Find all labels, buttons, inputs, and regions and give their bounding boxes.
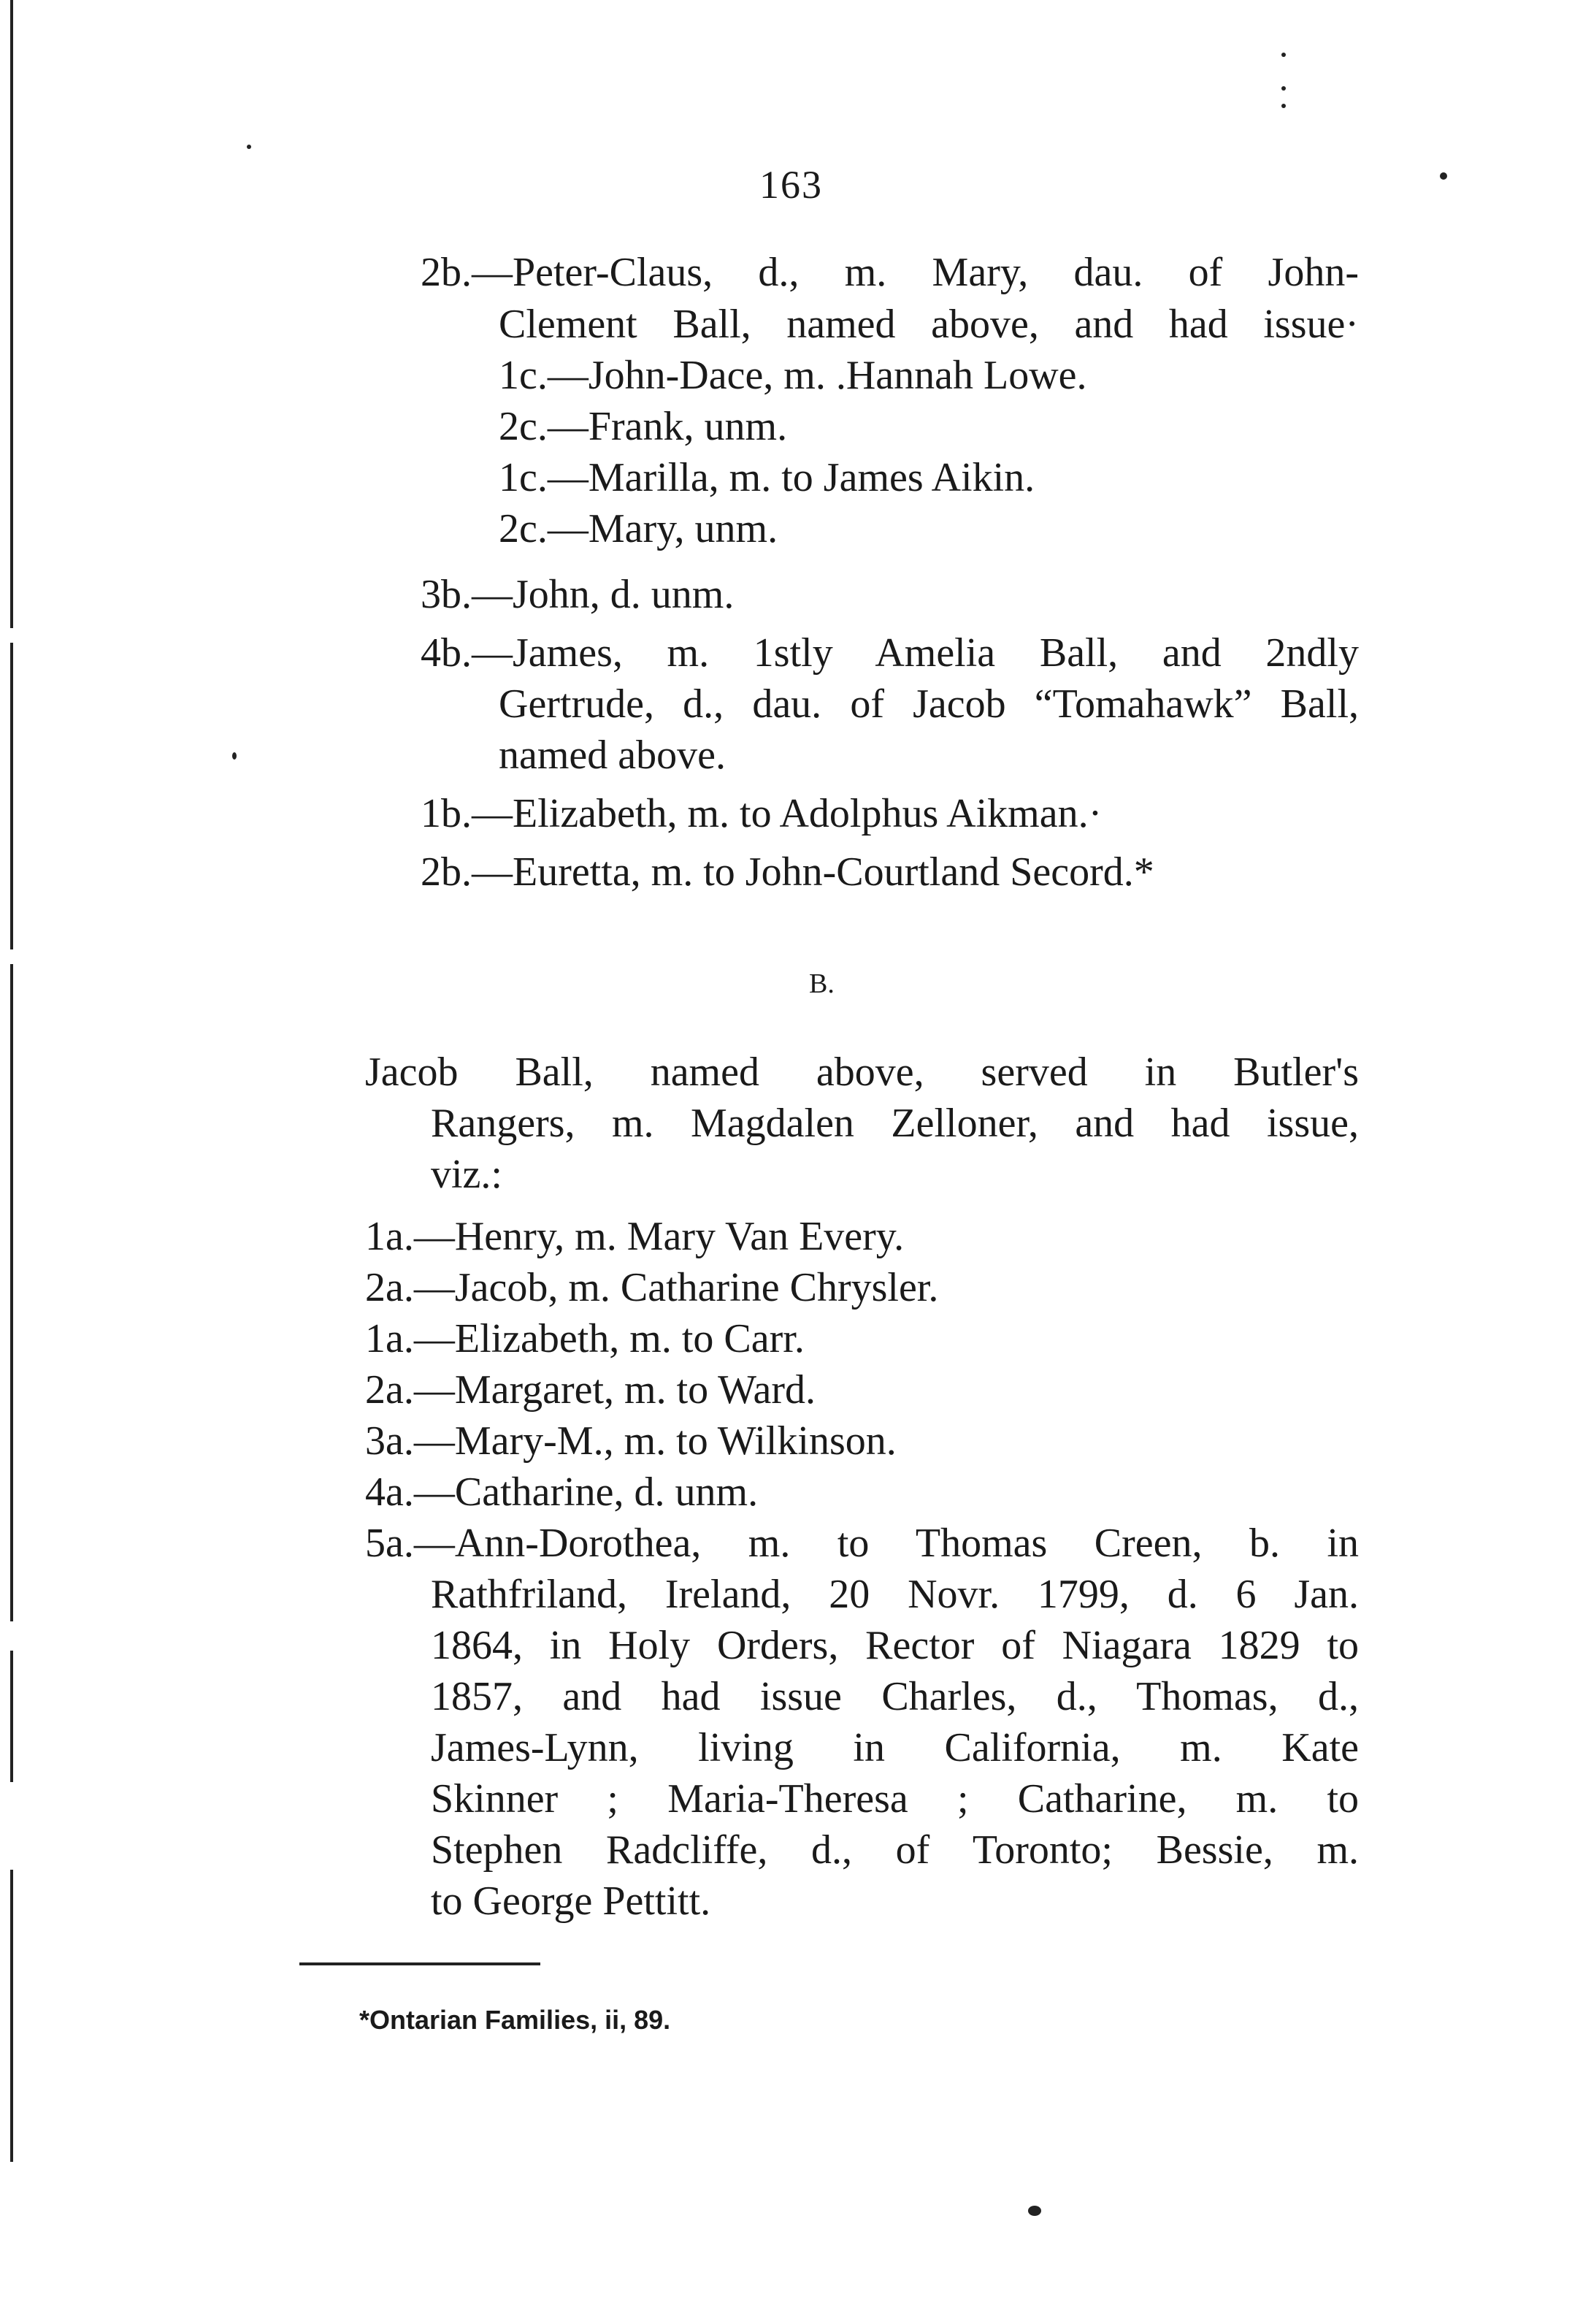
scan-speck <box>1281 86 1286 91</box>
text-line: 2c.—Frank, unm. <box>499 404 788 449</box>
text-line: 1857, and had issue Charles, d., Thomas, d., <box>431 1674 1359 1719</box>
text-line: Rangers, m. Magdalen Zelloner, and had issue, <box>431 1101 1359 1146</box>
text-line: Gertrude, d., dau. of Jacob “Tomahawk” Ball, <box>499 681 1359 727</box>
text-line: 1a.—Henry, m. Mary Van Every. <box>365 1214 905 1259</box>
text-line: 1864, in Holy Orders, Rector of Niagara 1829 to <box>431 1623 1359 1668</box>
text-line: 3b.—John, d. unm. <box>421 572 735 617</box>
binding-edge-line-1 <box>10 0 13 628</box>
scan-speck <box>1281 104 1286 108</box>
text-line: 2b.—Peter-Claus, d., m. Mary, dau. of John- <box>421 250 1359 295</box>
binding-edge-line-2 <box>10 643 13 949</box>
footnote: *Ontarian Families, ii, 89. <box>359 2005 671 2035</box>
binding-edge-line-3 <box>10 964 13 1621</box>
text-line: 5a.—Ann-Dorothea, m. to Thomas Creen, b. in <box>365 1521 1359 1566</box>
section-letter: B. <box>809 968 835 999</box>
text-line: 3a.—Mary-M., m. to Wilkinson. <box>365 1418 897 1464</box>
text-line: Skinner ; Maria-Theresa ; Catharine, m. to <box>431 1776 1359 1822</box>
text-line: Rathfriland, Ireland, 20 Novr. 1799, d. 6 Jan. <box>431 1572 1359 1617</box>
text-line: James-Lynn, living in California, m. Kate <box>431 1725 1359 1770</box>
text-line: 2b.—Euretta, m. to John-Courtland Secord.* <box>421 849 1154 895</box>
scan-speck <box>1028 2206 1041 2216</box>
text-line: 1c.—Marilla, m. to James Aikin. <box>499 455 1035 500</box>
text-line: 4a.—Catharine, d. unm. <box>365 1469 759 1515</box>
scan-speck <box>232 752 237 760</box>
text-line: 1b.—Elizabeth, m. to Adolphus Aikman.· <box>421 791 1103 836</box>
scan-speck <box>1440 172 1447 180</box>
text-line: Clement Ball, named above, and had issue· <box>499 302 1359 347</box>
text-line: 2a.—Jacob, m. Catharine Chrysler. <box>365 1265 939 1310</box>
binding-edge-line-4 <box>10 1651 13 1782</box>
text-line: Jacob Ball, named above, served in Butler's <box>365 1050 1359 1095</box>
text-line: Stephen Radcliffe, d., of Toronto; Bessie, m. <box>431 1827 1359 1873</box>
text-line: 1a.—Elizabeth, m. to Carr. <box>365 1316 805 1361</box>
text-line: to George Pettitt. <box>431 1878 711 1924</box>
text-line: 2a.—Margaret, m. to Ward. <box>365 1367 816 1413</box>
scan-speck <box>247 145 251 149</box>
text-line: 4b.—James, m. 1stly Amelia Ball, and 2ndly <box>421 630 1359 676</box>
footnote-rule <box>299 1962 540 1965</box>
text-line: 2c.—Mary, unm. <box>499 506 778 551</box>
text-line: named above. <box>499 733 726 778</box>
binding-edge-line-5 <box>10 1870 13 2162</box>
scan-speck <box>1281 53 1286 57</box>
text-line: viz.: <box>431 1152 502 1197</box>
page-number: 163 <box>759 163 823 207</box>
text-line: 1c.—John-Dace, m. .Hannah Lowe. <box>499 353 1087 398</box>
